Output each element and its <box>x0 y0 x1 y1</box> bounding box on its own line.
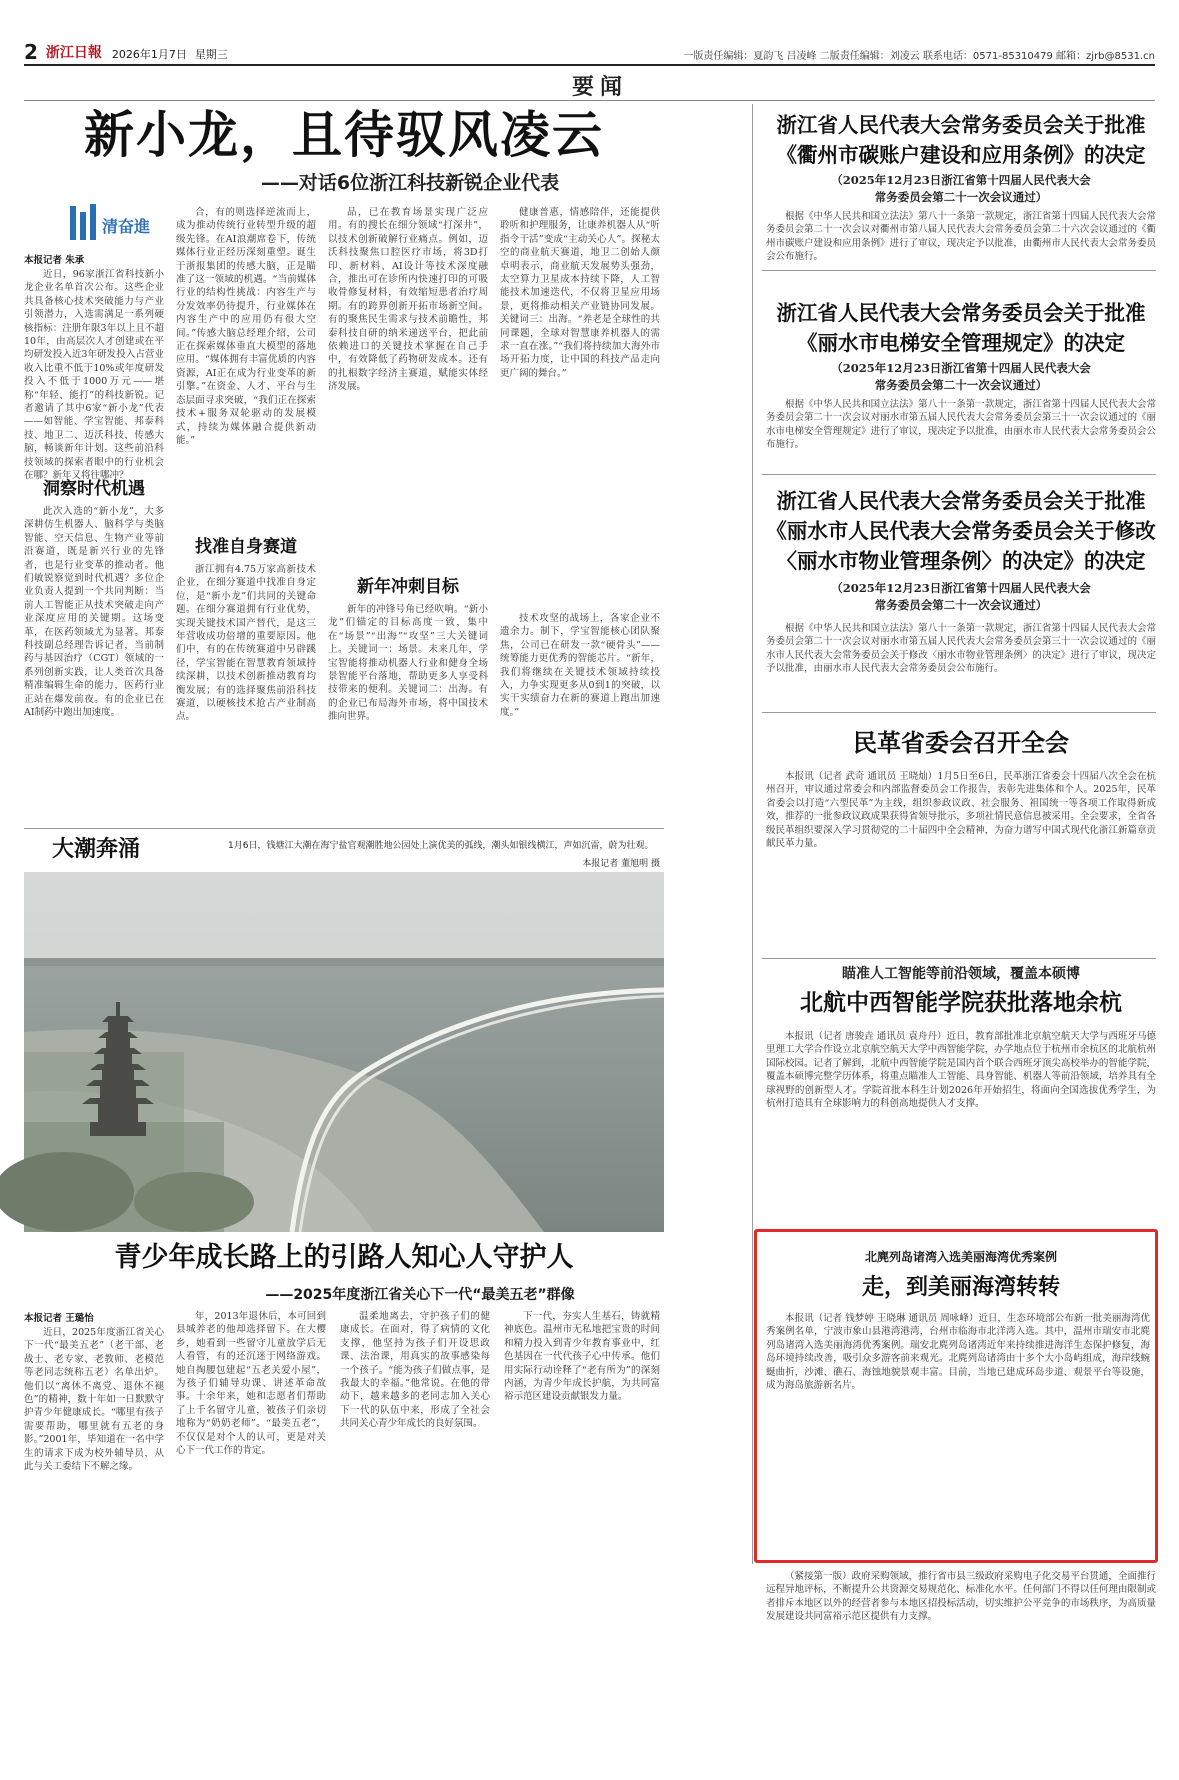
lead-column-2b-text <box>176 563 316 743</box>
notice-3-note <box>766 580 1156 614</box>
lead-column-4-text <box>500 206 660 606</box>
lead-column-3b-text <box>328 603 488 753</box>
right-rule-2 <box>762 474 1156 475</box>
article-4-paragraph: 本报讯（记者 武奇 通讯员 王晓灿）1月5日至6日，民革浙江省委会十四届八次全会在杭州召开，审议通过常委会和内部监督委员会工作报告，表彰先进集体和个人。2025年，民革省委会以打造“六型民革”为主线，组织参政议政、社会服务、祖国统一等各项工作取得新成效，推荐的一批参政议政成果获得省领导批示，多项社情民意信息被采用。全会要求，全省各级民革组织要深入学习贯彻党的二十届四中全会精神，为奋力谱写中国式现代化浙江新篇章贡献民革力量。 <box>766 771 1156 850</box>
article-6-overline: 北麂列岛诸湾入选美丽海湾优秀案例 <box>864 1250 1057 1264</box>
column-logo-graphic <box>66 202 156 244</box>
notice-2-note-line: 常务委员会第二十一次会议通过） <box>874 378 1048 392</box>
top-rule <box>24 64 1155 66</box>
lead-paragraph: 合，有的则选择逆流而上，成为推动传统行业转型升级的超级先锋。在AI浪潮席卷下，传统媒体行业正经历深刻重塑。诞生于浙报集团的传感大脑，正是瞄准了这一领域的机遇。“当前媒体行业的结构性挑战：内容生产与分发效率仍待提升，行业媒体在内容生产中的应用仍有很大空间。”传感大脑总经理介绍，公司正在探索媒体垂直大模型的落地应用。“媒体拥有丰富优质的内容资源，AI正在成为行业变革的新引擎。”在资金、人才、平台与生态层面寻求突破，“我们正在探索技术+服务双轮驱动的发展模式，持续为媒体融合提供新动能。” <box>176 207 316 446</box>
lead-subhead-3: 新年冲刺目标 <box>357 577 459 597</box>
notice-1-title-line: 《衢州市碳账户建设和应用条例》的决定 <box>776 143 1146 167</box>
article-7-paragraph: （紧接第一版）政府采购领域，推行省市县三级政府采购电子化交易平台贯通，全面推行远程异地评标，不断提升公共资源交易规范化、标准化水平。任何部门不得以任何理由限制或者排斥本地区以外的经营者参与本地区招投标活动，切实维护公平竞争的市场秩序，为高质量发展建设共同富裕示范区提供有力支撑。 <box>766 1571 1156 1623</box>
main-divider <box>752 104 753 1564</box>
notice-2-body <box>766 398 1156 454</box>
notice-3-title-line: 浙江省人民代表大会常务委员会关于批准 <box>776 489 1146 513</box>
lead-column-4b-text <box>500 612 660 772</box>
column-logo-text: 清奋進 <box>102 217 151 236</box>
bottom-column-2 <box>176 1310 326 1560</box>
article-5-title: 北航中西智能学院获批落地余杭 <box>800 990 1122 1016</box>
article-4-body <box>766 770 1156 950</box>
column-logo <box>66 202 156 244</box>
article-5-body <box>766 1030 1156 1220</box>
paper-name: 浙江日報 <box>45 45 102 61</box>
notice-1-title-line: 浙江省人民代表大会常务委员会关于批准 <box>776 113 1146 137</box>
tide-photo-graphic <box>24 872 664 1232</box>
article-5-paragraph: 本报讯（记者 唐骏垚 通讯员 袁舟丹）近日，教育部批准北京航空航天大学与西班牙马德里理工大学合作设立北京航空航天大学中西智能学院，办学地点位于杭州市余杭区的北航杭州国际校园。记者了解到，北航中西智能学院是国内首个联合西班牙顶尖高校举办的智能学院，覆盖本硕博完整学历体系，将重点瞄准人工智能、具身智能、机器人等前沿领域，培养具有全球视野的创新型人才。学院首批本科生计划2026年开始招生，将面向全国选拔优秀学生，为杭州打造具有全球影响力的科创高地提供人才支撑。 <box>766 1031 1156 1110</box>
issue-date: 2026年1月7日 <box>111 48 187 61</box>
bottom-headline: 青少年成长路上的引路人知心人守护人 <box>114 1242 574 1273</box>
lead-column-3-text <box>328 206 488 566</box>
lead-headline: 新小龙，且待驭风凌云 <box>84 106 604 164</box>
notice-3-title <box>766 486 1156 576</box>
right-rule-1 <box>762 270 1156 271</box>
lead-byline: 本报记者 朱承 <box>24 255 85 266</box>
right-rule-3 <box>762 712 1156 713</box>
bottom-column-1 <box>24 1310 164 1560</box>
notice-2-paragraph: 根据《中华人民共和国立法法》第八十一条第一款规定，浙江省第十四届人民代表大会常务委员会第二十一次会议对丽水市第五届人民代表大会常务委员会第三十一次会议通过的《丽水市电梯安全管理规定》进行了审议，现决定予以批准，由丽水市人民代表大会常务委员会公布施行。 <box>766 399 1156 451</box>
section-label: 要闻 <box>571 75 628 100</box>
notice-3-note-line: 常务委员会第二十一次会议通过） <box>874 598 1048 612</box>
article-6-body <box>766 1312 1150 1552</box>
photo-top-rule <box>24 828 664 829</box>
bottom-paragraph: 下一代，夯实人生基石，铸就精神底色。温州市无私地把宝贵的时间和精力投入到青少年教育事业中，红色基因在一代代孩子心中传承。他们用实际行动诠释了“老有所为”的深刻内涵，为青少年成长护航，为共同富裕示范区建设贡献银发力量。 <box>504 1311 660 1403</box>
lead-paragraph: 此次入选的“新小龙”，大多深耕仿生机器人、脑科学与类脑智能、空天信息、生物产业等前沿赛道，既是新兴行业的先锋者，也是行业变革的推动者。他们敏锐察觉到时代机遇？多位企业负责人提到一个共同判断：当前人工智能正从技术突破走向产业深度应用的关键期。这场变革，在医药领域尤为显著。邦泰科技副总经理告诉记者，当前制药与基因治疗（CGT）领域的一系列创新实践，让人类首次具备精准编辑生命的能力，医药行业正站在爆发前夜。有的企业已在AI制药中跑出加速度。 <box>24 506 164 719</box>
page-number: 2 <box>24 40 38 64</box>
photo-caption: 1月6日，钱塘江大潮在海宁盐官观潮胜地公园处上演优美的弧线，潮头如银线横江，声如沉雷，蔚为壮观。 <box>228 841 654 851</box>
lead-subhead-1: 洞察时代机遇 <box>43 479 145 499</box>
lead-paragraph: 浙江拥有4.75万家高新技术企业，在细分赛道中找准自身定位，是“新小龙”们共同的关键命题。在细分赛道拥有行业优势，实现关键技术国产替代，是这三年营收成功倍增的重要原因。他们中，有的在传统赛道中另辟蹊径，学宝智能在智慧教育领域持续深耕，以技术创新推动教育均衡发展；有的选择聚焦前沿科技赛道，以硬核技术抢占产业制高点。 <box>176 564 316 723</box>
right-rule-4 <box>762 958 1156 959</box>
bottom-column-4 <box>504 1310 660 1560</box>
notice-2-title <box>766 298 1156 358</box>
lead-column-2-text <box>176 206 316 526</box>
notice-1-note-line: （2025年12月23日浙江省第十四届人民代表大会 <box>831 173 1091 187</box>
lead-paragraph: 近日，96家浙江省科技新小龙企业名单首次公布。这些企业共具备核心技术突破能力与产业引领潜力，入选需满足一系列硬核指标：注册年限3年以上且不超10年，由高层次人才创建或在平均研发投入近3年研发投入占营业收入比重不低于10%或年度研发投入不低于1000万元——堪称“年轻、能打”的科技新锐。记者邀请了其中6家“新小龙”代表——如智能、学宝智能、邦泰科技、地卫二、迈沃科技、传感大脑，畅谈新年计划。这些前沿科技领域的探索者眼中的行业机会在哪？新年又将往哪冲？ <box>24 269 164 482</box>
notice-2-title-line: 浙江省人民代表大会常务委员会关于批准 <box>776 301 1146 325</box>
notice-3-body <box>766 622 1156 690</box>
photo-credit: 本报记者 董旭明 摄 <box>582 859 660 869</box>
section-rule <box>24 100 1155 101</box>
notice-1-note <box>766 172 1156 206</box>
notice-1-body <box>766 210 1156 266</box>
notice-3-paragraph: 根据《中华人民共和国立法法》第八十一条第一款规定，浙江省第十四届人民代表大会常务委员会第二十一次会议对丽水市第五届人民代表大会常务委员会第三十一次会议通过的《丽水市人民代表大会常务委员会关于修改〈丽水市物业管理条例〉的决定》进行了审议，现决定予以批准，由丽水市人民代表大会常务委员会公布施行。 <box>766 623 1156 675</box>
notice-3-title-line: 〈丽水市物业管理条例〉的决定》的决定 <box>776 549 1146 573</box>
article-7-body <box>766 1570 1156 1650</box>
notice-3-title-line: 《丽水市人民代表大会常务委员会关于修改 <box>766 519 1156 543</box>
lead-column-1 <box>24 252 164 775</box>
notice-1-note-line: 常务委员会第二十一次会议通过） <box>874 190 1048 204</box>
lead-column-3 <box>328 206 488 753</box>
lead-paragraph: 技术攻坚的战场上，各家企业不遗余力。制下，学宝智能核心团队聚焦，公司已在研发一款“硬骨头”——统筹能力更优秀的智能芯片。“新年，我们将继续在关键技术领域持续投入，力争实现更多从0到1的突破，以实干实绩奋力在新的赛道上跑出加速度。” <box>500 613 660 718</box>
bottom-paragraph: 年，2013年退休后，本可回到县城养老的他却选择留下。在大樱乡，她看到一些留守儿童放学后无人看管，有的还沉迷于网络游戏。她自掏腰包建起“五老关爱小屋”，为孩子们辅导功课、讲述革命故事。十余年来，她和志愿者们帮助了上千名留守儿童，被孩子们亲切地称为“奶奶老师”。“最美五老”，不仅仅是对个人的认可，更是对关心下一代工作的肯定。 <box>176 1311 326 1457</box>
notice-1-title <box>766 110 1156 170</box>
lead-subheadline: ——对话6位浙江科技新锐企业代表 <box>260 172 560 194</box>
lead-paragraph: 健康普惠，情感陪伴，还能提供聆听和护理服务，让康养机器人从“听指令干活”变成“主动关心人”。探秘太空的商业航天赛道，地卫二创始人颜卓明表示，商业航天发展势头强劲，太空算力卫星成本持续下降，人工智能技术加速迭代，不仅将卫星应用场景，更将推动相关产业链协同发展。关键词三：出海。“养老是全球性的共同课题，全球对智慧康养机器人的需求一直在涨。”“我们将持续加大海外市场开拓力度，让中国的科技产品走向更广阔的舞台。” <box>500 207 660 379</box>
lead-subhead-2: 找准自身赛道 <box>195 537 297 557</box>
bottom-byline: 本报记者 王璐怡 <box>24 1313 94 1324</box>
photo-title: 大潮奔涌 <box>52 837 141 862</box>
article-4-title: 民革省委会召开全会 <box>853 729 1069 757</box>
notice-3-note-line: （2025年12月23日浙江省第十四届人民代表大会 <box>831 581 1091 595</box>
notice-2-title-line: 《丽水市电梯安全管理规定》的决定 <box>797 331 1125 355</box>
article-5-overline: 瞄准人工智能等前沿领域，覆盖本硕博 <box>842 966 1080 982</box>
article-6-paragraph: 本报讯（记者 钱梦婷 王晓琳 通讯员 周咏峰）近日，生态环境部公布新一批美丽海湾优秀案例名单，宁波市象山县港湾港湾，台州市临海市北洋湾入选。其中，温州市瑞安市北麂列岛诸湾入选美丽海湾优秀案例。瑞安北麂列岛诸湾近年来持续推进海洋生态保护修复，海岛环境持续改善，吸引众多游客前来观光。北麂列岛诸湾由十多个大小岛屿组成，海岸线蜿蜒曲折，沙滩、礁石、海蚀地貌景观丰富。目前，当地已建成环岛步道、观景平台等设施，成为海岛旅游新名片。 <box>766 1313 1150 1392</box>
bottom-column-3 <box>340 1310 490 1560</box>
weekday: 星期三 <box>194 48 228 61</box>
lead-column-1b-text <box>24 505 164 775</box>
lead-paragraph: 品，已在教育场景实现广泛应用。有的搜长在细分领域“打深井”，以技术创新破解行业痛点。例如，迈沃科技聚焦口腔医疗市场，将3D打印、新材料、AI设计等技术深度融合，推出可在诊所内快速打印的可吸收骨修复材料，有效缩短患者治疗周期。有的跨界创新开拓市场新空间。有的聚焦民生需求与技术前瞻性，邦泰科技自研的纳米递送平台，把此前依赖进口的关键技术掌握在自己手中，有效降低了药物研发成本。还有的扎根数字经济主赛道，赋能实体经济发展。 <box>328 207 488 393</box>
bottom-subheadline: ——2025年度浙江省关心下一代“最美五老”群像 <box>265 1287 575 1303</box>
bottom-paragraph: 近日，2025年度浙江省关心下一代“最美五老”（老干部、老战士、老专家、老教师、老模范等老同志统称五老）名单出炉。他们以“离休不离党、退休不褪色”的精神，数十年如一日默默守护青少年健康成长。“哪里有孩子需要帮助，哪里就有五老的身影。”2001年，毕知道在一名中学生的请求下成为校外辅导员，从此与关工委结下不解之缘。 <box>24 1327 164 1473</box>
lead-column-4 <box>500 206 660 772</box>
notice-1-paragraph: 根据《中华人民共和国立法法》第八十一条第一款规定，浙江省第十四届人民代表大会常务委员会第二十一次会议对衢州市第八届人民代表大会常务委员会第二十六次会议通过的《衢州市碳账户建设和应用条例》进行了审议，现决定予以批准，由衢州市人民代表大会常务委员会公布施行。 <box>766 211 1156 263</box>
bottom-column-1-text <box>24 1326 164 1560</box>
article-6-title: 走，到美丽海湾转转 <box>861 1275 1060 1300</box>
editors-info: 一版责任编辑：夏韵飞 吕凌峰 二版责任编辑：刘凌云 联系电话：0571-85310479 邮箱：zjrb@8531.cn <box>683 51 1155 62</box>
notice-2-note <box>766 360 1156 394</box>
tide-photo <box>24 872 664 1232</box>
lead-paragraph: 新年的冲锋号角已经吹响。“新小龙”们锚定的目标高度一致，集中在“场景”“出海”“攻坚”三大关键词上。关键词一：场景。未来几年，学宝智能将推动机器人行业和健身全场景智能平台落地，帮助更多人享受科技带来的便利。关键词二：出海。有的企业已布局海外市场，将中国技术推向世界。 <box>328 604 488 723</box>
masthead <box>24 40 1155 62</box>
lead-column-1-text <box>24 268 164 482</box>
lead-column-2 <box>176 206 316 743</box>
notice-2-note-line: （2025年12月23日浙江省第十四届人民代表大会 <box>831 361 1091 375</box>
bottom-paragraph: 温柔地离去，守护孩子们的健康成长。在面对，得了病情的文化支撑，他坚持为孩子们开设思政课、法治课，用真实的故事感染每一个孩子。“能为孩子们做点事，是我最大的幸福。”他常说。在他的带动下，越来越多的老同志加入关心下一代的队伍中来，形成了全社会共同关心青少年成长的良好氛围。 <box>340 1311 490 1430</box>
